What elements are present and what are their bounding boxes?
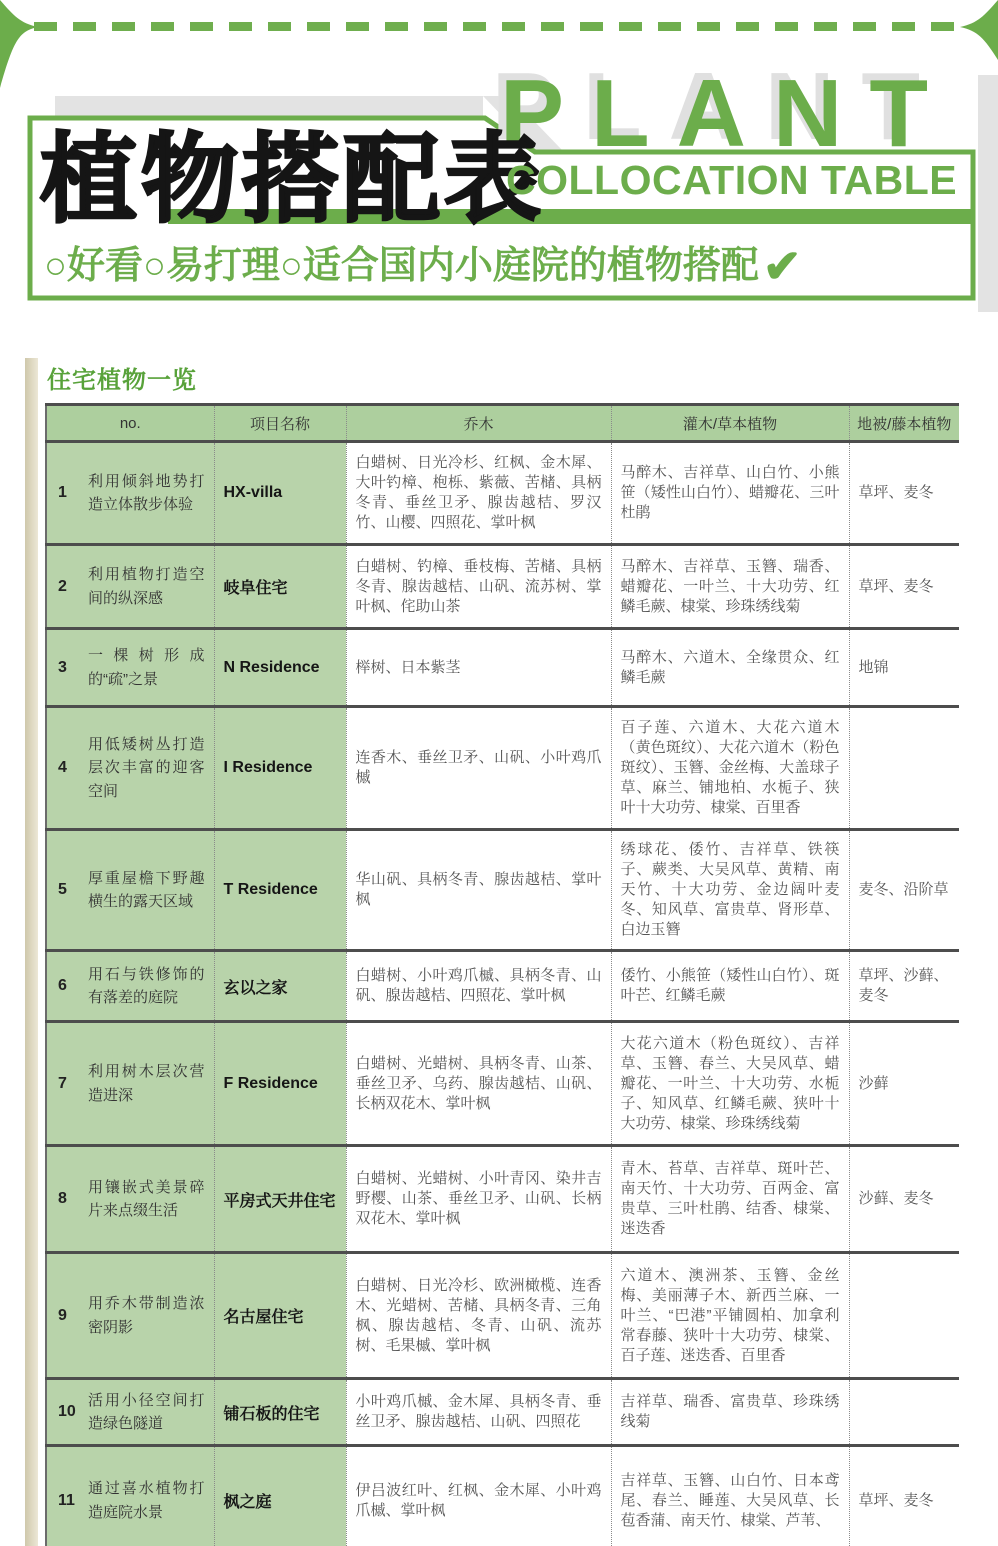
row-number-cell <box>46 1379 214 1446</box>
table-row <box>46 707 959 830</box>
shrubs-cell: 青木、苔草、吉祥草、斑叶芒、南天竹、十大功劳、百两金、富贵草、三叶杜鹃、结香、棣棠、迷迭香 <box>611 1146 849 1253</box>
trees-cell: 连香木、垂丝卫矛、山矾、小叶鸡爪槭 <box>346 707 611 830</box>
row-number-cell <box>46 830 214 951</box>
dashed-divider <box>34 22 966 31</box>
trees-cell: 白蜡树、光蜡树、小叶青冈、染井吉野樱、山茶、垂丝卫矛、山矾、长柄双花木、掌叶枫 <box>346 1146 611 1253</box>
trees-cell: 伊吕波红叶、红枫、金木犀、小叶鸡爪槭、掌叶枫 <box>346 1446 611 1546</box>
row-number: 7 <box>58 1074 67 1092</box>
groundcover-cell: 地锦 <box>849 629 959 707</box>
trees-cell: 小叶鸡爪槭、金木犀、具柄冬青、垂丝卫矛、腺齿越桔、山矾、四照花 <box>346 1379 611 1446</box>
title-en-plant: PLANT <box>500 60 955 167</box>
shrubs-cell: 大花六道木（粉色斑纹）、吉祥草、玉簪、春兰、大吴风草、蜡瓣花、一叶兰、十大功劳、水栀子、知风草、红鳞毛蕨、狭叶十大功劳、棣棠、珍珠绣线菊 <box>611 1022 849 1146</box>
project-name-cell: 名古屋住宅 <box>214 1253 346 1379</box>
shrubs-cell: 马醉木、六道木、全缘贯众、红鳞毛蕨 <box>611 629 849 707</box>
groundcover-cell: 草坪、麦冬 <box>849 442 959 545</box>
groundcover-cell: 草坪、麦冬 <box>849 545 959 629</box>
row-description: 活用小径空间打造绿色隧道 <box>88 1391 205 1432</box>
title-en-collocation: COLLOCATION TABLE <box>506 157 958 203</box>
project-name-cell: F Residence <box>214 1022 346 1146</box>
row-number: 9 <box>58 1306 67 1324</box>
row-number: 8 <box>58 1190 67 1207</box>
project-name-cell: 玄以之家 <box>214 951 346 1022</box>
trees-cell: 白蜡树、小叶鸡爪槭、具柄冬青、山矾、腺齿越桔、四照花、掌叶枫 <box>346 951 611 1022</box>
row-number-cell <box>46 1022 214 1146</box>
shadow-bar-top <box>55 96 483 118</box>
project-name-cell: N Residence <box>214 629 346 707</box>
project-name-cell: HX-villa <box>214 442 346 545</box>
row-number: 11 <box>58 1491 75 1509</box>
row-number: 6 <box>58 977 67 994</box>
row-description: 通过喜水植物打造庭院水景 <box>88 1480 205 1521</box>
row-number-cell <box>46 629 214 707</box>
groundcover-cell: 麦冬、沿阶草 <box>849 830 959 951</box>
trees-cell: 白蜡树、日光冷杉、红枫、金木犀、大叶钓樟、枹栎、紫薇、苦槠、具柄冬青、垂丝卫矛、腺齿越桔、罗汉竹、山樱、四照花、掌叶枫 <box>346 442 611 545</box>
col-header-trees: 乔木 <box>346 405 611 442</box>
row-description: 用镶嵌式美景碎片来点缀生活 <box>88 1178 205 1219</box>
groundcover-cell: 沙藓、麦冬 <box>849 1146 959 1253</box>
table-row <box>46 1446 959 1546</box>
row-description: 利用树木层次营造进深 <box>88 1063 205 1104</box>
row-number-cell <box>46 442 214 545</box>
trees-cell: 白蜡树、日光冷杉、欧洲橄榄、连香木、光蜡树、苦槠、具柄冬青、三角枫、腺齿越桔、冬青、山矾、流苏树、毛果槭、掌叶枫 <box>346 1253 611 1379</box>
row-number-cell <box>46 545 214 629</box>
subtitle-text: ○好看○易打理○适合国内小庭院的植物搭配 <box>44 245 759 287</box>
shrubs-cell: 倭竹、小熊笹（矮性山白竹）、斑叶芒、红鳞毛蕨 <box>611 951 849 1022</box>
header-banner <box>0 0 998 345</box>
shrubs-cell: 马醉木、吉祥草、玉簪、瑞香、蜡瓣花、一叶兰、十大功劳、红鳞毛蕨、棣棠、珍珠绣线菊 <box>611 545 849 629</box>
col-header-shrubs: 灌木/草本植物 <box>611 405 849 442</box>
header-row <box>46 405 959 442</box>
project-name-cell: 平房式天井住宅 <box>214 1146 346 1253</box>
row-number: 4 <box>58 759 67 776</box>
row-number: 1 <box>58 484 67 501</box>
project-name-cell: 铺石板的住宅 <box>214 1379 346 1446</box>
row-description: 用低矮树丛打造层次丰富的迎客空间 <box>88 736 205 800</box>
trees-cell: 白蜡树、钓樟、垂枝梅、苦槠、具柄冬青、腺齿越桔、山矾、流苏树、掌叶枫、侘助山茶 <box>346 545 611 629</box>
shrubs-cell: 绣球花、倭竹、吉祥草、铁筷子、蕨类、大吴风草、黄精、南天竹、十大功劳、金边阔叶麦冬、知风草、富贵草、肾形草、白边玉簪 <box>611 830 849 951</box>
row-number-cell <box>46 951 214 1022</box>
shrubs-cell: 百子莲、六道木、大花六道木（黄色斑纹）、大花六道木（粉色斑纹）、玉簪、金丝梅、大盖球子草、麻兰、铺地柏、水栀子、狭叶十大功劳、棣棠、百里香 <box>611 707 849 830</box>
row-number: 2 <box>58 577 67 595</box>
table-row <box>46 442 959 545</box>
table-row <box>46 830 959 951</box>
row-description: 利用植物打造空间的纵深感 <box>88 566 205 607</box>
plant-table-wrap <box>45 403 958 1546</box>
section-title: 住宅植物一览 <box>47 367 197 394</box>
left-edge-decoration <box>25 358 38 1546</box>
table-row <box>46 1253 959 1379</box>
col-header-no: no. <box>46 405 214 442</box>
plant-table <box>45 403 959 1546</box>
groundcover-cell <box>849 1253 959 1379</box>
row-number-cell <box>46 1446 214 1546</box>
row-number: 3 <box>58 658 67 676</box>
row-number: 5 <box>58 881 67 898</box>
row-number-cell <box>46 1146 214 1253</box>
row-number: 10 <box>58 1403 76 1420</box>
row-description: 厚重屋檐下野趣横生的露天区域 <box>88 869 205 910</box>
row-description: 一棵树形成的“疏”之景 <box>88 647 205 688</box>
project-name-cell: T Residence <box>214 830 346 951</box>
shrubs-cell: 六道木、澳洲茶、玉簪、金丝梅、美丽薄子木、新西兰麻、一叶兰、“巴港”平铺圆柏、加拿利常春藤、狭叶十大功劳、棣棠、百子莲、迷迭香、百里香 <box>611 1253 849 1379</box>
row-number-cell <box>46 1253 214 1379</box>
table-row <box>46 951 959 1022</box>
trees-cell: 华山矾、具柄冬青、腺齿越桔、掌叶枫 <box>346 830 611 951</box>
table-row <box>46 1022 959 1146</box>
row-number-cell <box>46 707 214 830</box>
row-description: 用乔木带制造浓密阴影 <box>88 1295 205 1336</box>
page-title: 植物搭配表 <box>40 127 545 234</box>
project-name-cell: 枫之庭 <box>214 1446 346 1546</box>
groundcover-cell <box>849 707 959 830</box>
table-row <box>46 1146 959 1253</box>
col-header-project-name: 项目名称 <box>214 405 346 442</box>
groundcover-cell: 沙藓 <box>849 1022 959 1146</box>
shrubs-cell: 吉祥草、瑞香、富贵草、珍珠绣线菊 <box>611 1379 849 1446</box>
trees-cell: 白蜡树、光蜡树、具柄冬青、山茶、垂丝卫矛、乌药、腺齿越桔、山矾、长柄双花木、掌叶枫 <box>346 1022 611 1146</box>
groundcover-cell: 草坪、沙藓、麦冬 <box>849 951 959 1022</box>
row-description: 用石与铁修饰的有落差的庭院 <box>88 965 205 1006</box>
table-row <box>46 629 959 707</box>
shrubs-cell: 吉祥草、玉簪、山白竹、日本鸢尾、春兰、睡莲、大吴风草、长苞香蒲、南天竹、棣棠、芦苇、 <box>611 1446 849 1546</box>
row-description: 利用倾斜地势打造立体散步体验 <box>88 472 205 513</box>
shrubs-cell: 马醉木、吉祥草、山白竹、小熊笹（矮性山白竹）、蜡瓣花、三叶杜鹃 <box>611 442 849 545</box>
corner-decoration-left <box>0 0 38 88</box>
trees-cell: 榉树、日本紫茎 <box>346 629 611 707</box>
project-name-cell: 岐阜住宅 <box>214 545 346 629</box>
table-row <box>46 1379 959 1446</box>
table-row <box>46 545 959 629</box>
groundcover-cell <box>849 1379 959 1446</box>
col-header-groundcover: 地被/藤本植物 <box>849 405 959 442</box>
groundcover-cell: 草坪、麦冬 <box>849 1446 959 1546</box>
subtitle <box>44 234 801 293</box>
project-name-cell: I Residence <box>214 707 346 830</box>
checkmark-icon: ✔ <box>762 240 802 292</box>
